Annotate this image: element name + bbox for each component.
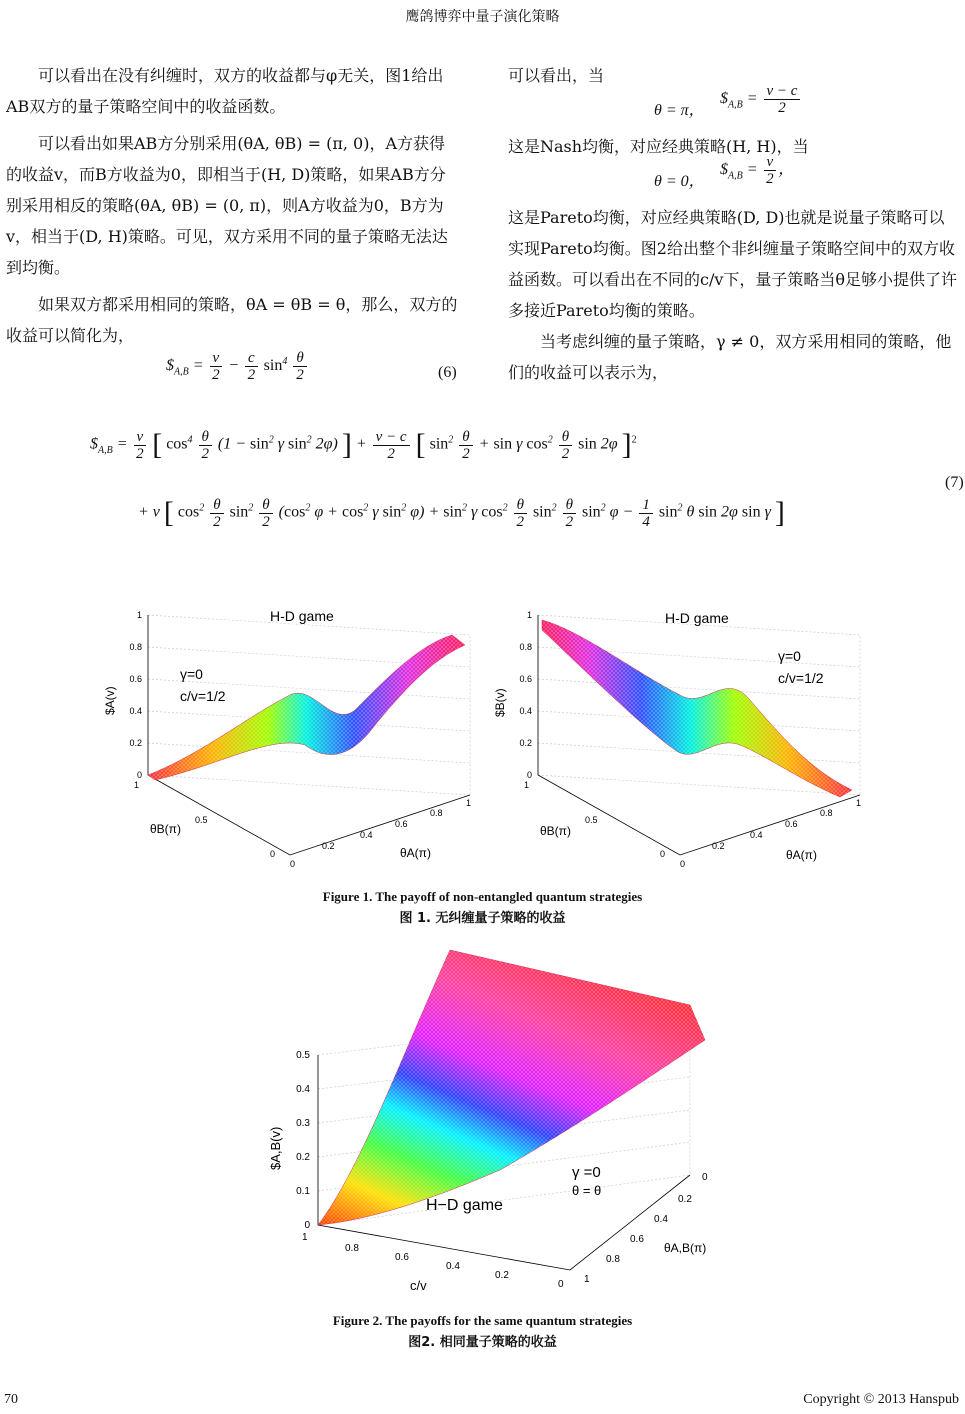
x-tick: 0.2: [712, 841, 725, 851]
gamma-label: γ=0: [180, 666, 203, 682]
x-tick: 0.2: [322, 841, 335, 851]
page-number: 70: [4, 1392, 18, 1407]
x-tick: 0.6: [785, 819, 798, 829]
z-axis-label: $A,B(v): [268, 1126, 283, 1170]
y-tick: 0.8: [606, 1254, 620, 1265]
x-tick: 1: [466, 798, 472, 808]
paragraph: 可以看出在没有纠缠时，双方的收益都与φ无关，图1给出AB双方的量子策略空间中的收益函数。: [6, 66, 444, 116]
z-axis-label: $B(v): [493, 688, 507, 717]
x-tick: 0.6: [395, 1252, 409, 1263]
y-tick: 0.4: [654, 1214, 668, 1225]
x-tick: 0.8: [345, 1243, 359, 1254]
z-tick: 0.5: [296, 1050, 310, 1061]
x-tick: 0.6: [395, 819, 408, 829]
equation-6: $\$_{A,B}$ = $\frac{v}{2}$ − $\frac{c}{2}$ $\sin^4$ $\frac{\theta}{2}$ (6): [166, 350, 457, 383]
figure1-caption-en: Figure 1. The payoff of non-entangled quantum strategies: [322, 889, 643, 904]
equation-number: (6): [438, 364, 457, 381]
plot-title: H-D game: [665, 610, 729, 626]
x-tick: 0.8: [820, 808, 833, 818]
x-tick: 0: [680, 859, 686, 869]
z-tick: 0.3: [296, 1118, 310, 1129]
z-tick: 0: [136, 770, 142, 780]
z-tick: 0.2: [129, 738, 142, 748]
y-axis-label: θB(π): [150, 822, 181, 836]
figure1-caption-zh: 图 1. 无纠缠量子策略的收益: [399, 911, 566, 926]
x-axis-label: θA(π): [786, 848, 817, 862]
figure1-right-plot: [490, 585, 870, 870]
z-tick: 0.8: [519, 642, 532, 652]
paragraph: 可以看出，当: [508, 66, 605, 85]
y-tick: 0.5: [195, 815, 208, 825]
x-axis-label: θA(π): [400, 846, 431, 860]
y-tick: 1: [134, 780, 140, 790]
cv-label: c/v=1/2: [778, 670, 824, 686]
copyright: Copyright © 2013 Hanspub: [803, 1392, 959, 1407]
figure2-plot: [250, 940, 730, 1300]
gamma-label: γ =0: [572, 1164, 601, 1181]
y-axis-label: θA,B(π): [664, 1241, 707, 1255]
paragraph: 这是Pareto均衡，对应经典策略(D, D)也就是说量子策略可以实现Pareto均衡。图2给出整个非纠缠量子策略空间中的双方收益函数。可以看出在不同的c/v下，量子策略当θ足够小提供了许多接近Pareto均衡的策略。: [508, 208, 958, 320]
left-column: [6, 60, 458, 351]
z-tick: 0.4: [519, 706, 532, 716]
y-axis-label: θB(π): [540, 824, 571, 838]
x-tick: 0.2: [495, 1270, 509, 1281]
x-axis-label: c/v: [410, 1278, 427, 1293]
y-tick: 0.5: [585, 815, 598, 825]
paragraph: 如果双方都采用相同的策略，θA = θB = θ，那么，双方的收益可以简化为，: [6, 295, 458, 345]
equation-pareto: θ = 0， $\$_{A,B}$ = $\frac{v}{2}$ ，: [654, 154, 795, 190]
z-tick: 0.2: [296, 1152, 310, 1163]
z-tick: 0.6: [129, 674, 142, 684]
y-tick: 0.6: [630, 1234, 644, 1245]
gamma-label: γ=0: [778, 648, 801, 664]
x-tick: 0: [558, 1279, 564, 1290]
x-tick: 0.4: [750, 830, 763, 840]
equation-nash: θ = π， $\$_{A,B}$ = $\frac{v - c}{2}$: [508, 91, 958, 131]
cv-label: c/v=1/2: [180, 688, 226, 704]
figure2-caption-zh: 图2. 相同量子策略的收益: [408, 1335, 557, 1350]
z-tick: 0.4: [296, 1084, 310, 1095]
z-tick: 0.6: [519, 674, 532, 684]
x-tick: 1: [302, 1232, 308, 1243]
z-tick: 0.8: [129, 642, 142, 652]
z-tick: 1: [526, 610, 532, 620]
equation-number: (7): [945, 474, 964, 491]
y-tick: 1: [584, 1274, 590, 1285]
z-tick: 0: [526, 770, 532, 780]
z-tick: 0: [304, 1220, 310, 1231]
x-tick: 1: [856, 798, 862, 808]
x-tick: 0: [290, 859, 296, 869]
plot-title: H−D game: [426, 1197, 503, 1214]
x-tick: 0.8: [430, 808, 443, 818]
y-tick: 1: [524, 780, 530, 790]
paragraph: 可以看出如果AB方分别采用(θA, θB) = (π, 0)，A方获得的收益v，而B方收益为0，即相当于(H, D)策略，如果AB方分别采用相反的策略(θA, θB) = (0, π)，则A方收益为0，B方为v，相当于(D, H)策略。可见，双方采用不同的量子策略无法达到均衡。: [6, 134, 448, 277]
theta-label: θ = θ: [572, 1183, 602, 1198]
z-tick: 1: [136, 610, 142, 620]
figure1-left-plot: [100, 585, 480, 870]
equation-7: $\$_{A,B}$ = $\frac{v}{2}$ [ $\cos^4$ $\frac{\theta}{2}$ ($1 - \sin^2 \gamma$ $\sin^2 2\varphi$) ] + $\frac{v - c}{2}$ [ $\sin^2$ $\frac{\theta}{2}$ + sin γ $\cos^2$ $\frac{\theta}{2}$ sin 2φ ]$^2$ + v [ $\cos^2$ $\frac{\theta}{2}$ $\sin^2$ $\frac{\theta}{2}$ ($\cos^2$ $\varphi + \cos^2 \gamma$ $\sin^2 \varphi) + \sin^2 \gamma$ $\cos^2$ $\frac{\theta}{2}$ $\sin^2$ $\frac{\theta}{2}$ $\sin^2 \varphi$ − $\frac{1}{4}$ $\sin^2 \theta$ sin 2φ sin γ ] (7): [90, 428, 964, 530]
x-tick: 0.4: [446, 1261, 460, 1272]
paragraph: 当考虑纠缠的量子策略，γ ≠ 0，双方采用相同的策略，他们的收益可以表示为，: [508, 332, 952, 382]
y-tick: 0: [702, 1172, 708, 1183]
right-column: [508, 60, 958, 388]
paragraph: 这是Nash均衡，对应经典策略(H, H)，当: [508, 137, 809, 156]
z-tick: 0.2: [519, 738, 532, 748]
z-axis-label: $A(v): [103, 686, 117, 715]
plot-title: H-D game: [270, 608, 334, 624]
figure2-caption-en: Figure 2. The payoffs for the same quantum strategies: [332, 1313, 633, 1328]
z-tick: 0.1: [296, 1186, 310, 1197]
z-tick: 0.4: [129, 706, 142, 716]
running-header: 鹰鸽博弈中量子演化策略: [405, 9, 560, 25]
y-tick: 0: [660, 849, 666, 859]
x-tick: 0.4: [360, 830, 373, 840]
y-tick: 0.2: [678, 1194, 692, 1205]
y-tick: 0: [270, 849, 276, 859]
